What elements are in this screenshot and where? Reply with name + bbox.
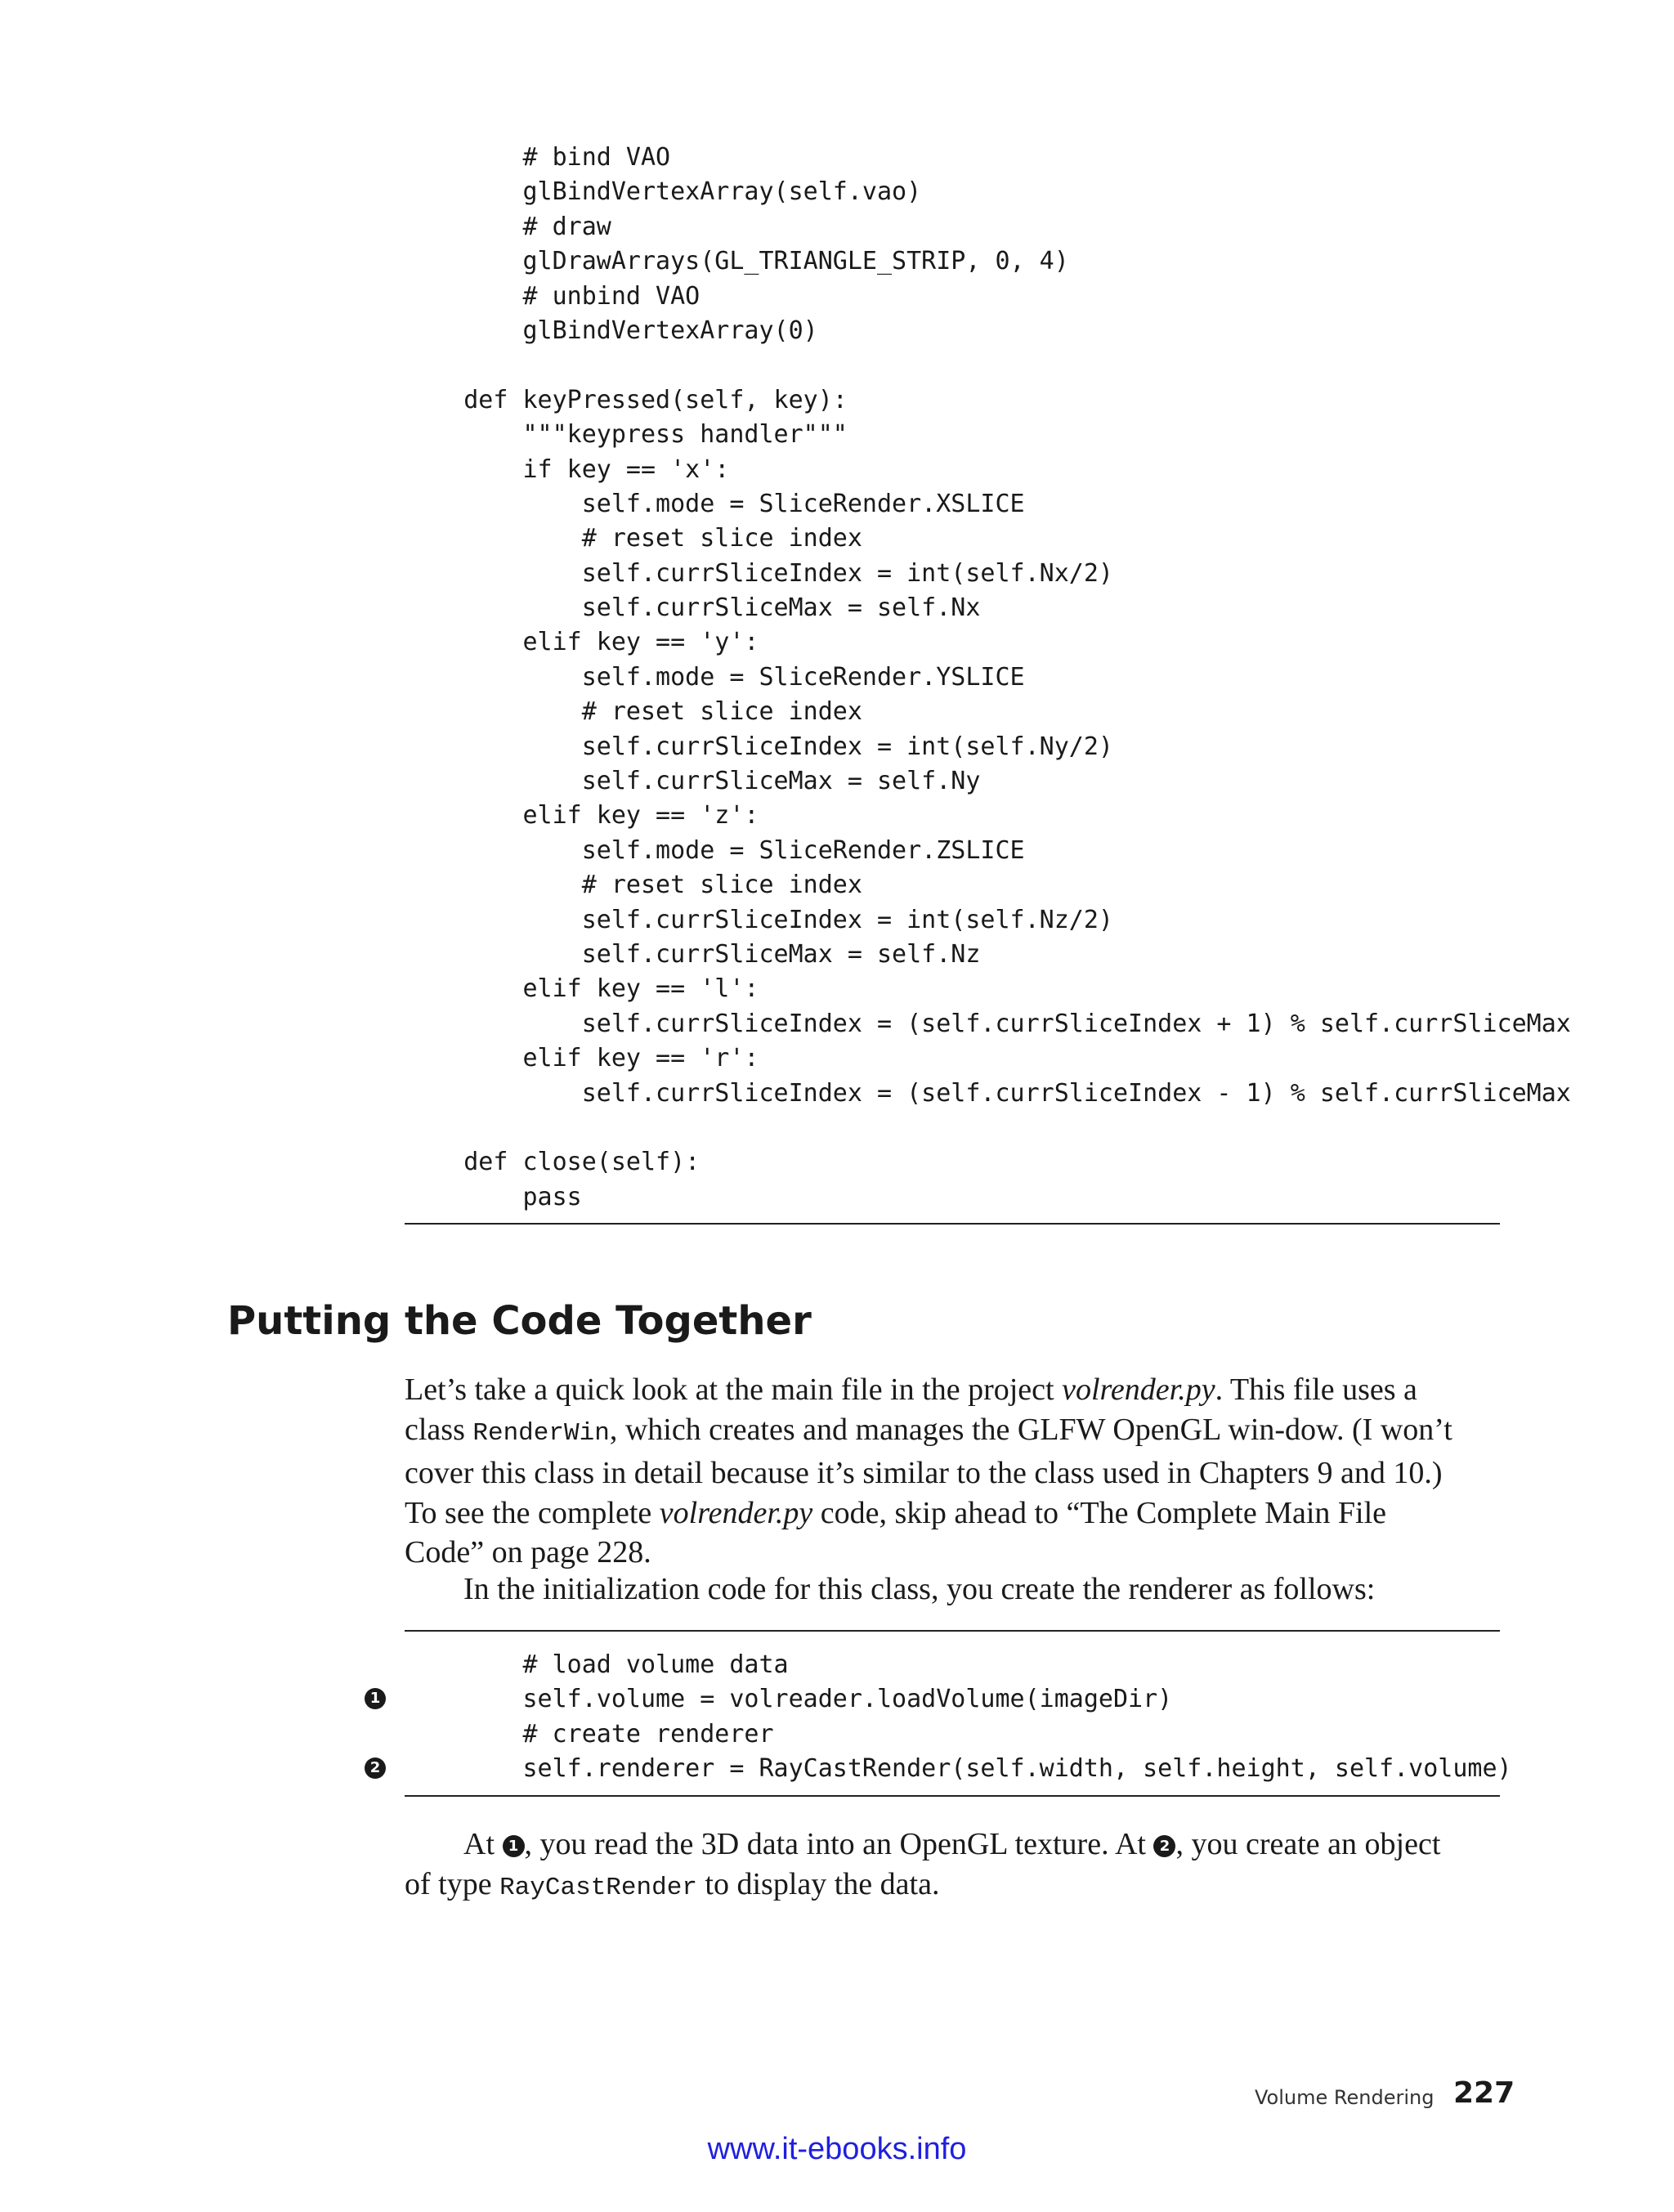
code-rule-top	[405, 1630, 1500, 1632]
code-line: elif key == 'z':	[405, 801, 759, 831]
code-line: # load volume data	[405, 1650, 789, 1679]
running-footer-section: Volume Rendering	[1255, 2086, 1435, 2109]
callout-marker-1: 1	[503, 1835, 525, 1857]
code-listing-top	[405, 141, 1571, 1215]
code-line: elif key == 'r':	[405, 1044, 759, 1073]
code-line: # unbind VAO	[405, 281, 700, 311]
code-line: self.mode = SliceRender.XSLICE	[405, 489, 1025, 518]
code-line: # reset slice index	[405, 871, 862, 900]
code-line: self.currSliceIndex = (self.currSliceIndex + 1) % self.currSliceMax	[405, 1009, 1571, 1038]
code-line	[405, 348, 1571, 383]
code-line: elif key == 'l':	[405, 974, 759, 1004]
text-run: to display the data.	[696, 1866, 940, 1901]
body-paragraph	[405, 1825, 1467, 1908]
inline-code: RayCastRender	[499, 1873, 697, 1902]
code-line: self.currSliceIndex = (self.currSliceIndex - 1) % self.currSliceMax	[405, 1078, 1571, 1108]
code-line: self.volume = volreader.loadVolume(imageDir)	[405, 1685, 1173, 1714]
body-paragraph: In the initialization code for this class, you create the renderer as follows:	[463, 1572, 1376, 1606]
body-paragraph	[405, 1370, 1467, 1573]
code-line: self.currSliceIndex = int(self.Nx/2)	[405, 558, 1113, 588]
inline-code: RenderWin	[472, 1418, 610, 1448]
code-line	[405, 1111, 1571, 1145]
code-line: glBindVertexArray(0)	[405, 316, 818, 345]
filename: volrender.py	[659, 1495, 813, 1530]
page-number: 227	[1453, 2076, 1515, 2110]
text-run: Let’s take a quick look at the main file in the project	[405, 1372, 1063, 1407]
callout-marker-2: 2	[365, 1758, 386, 1779]
code-line: self.currSliceIndex = int(self.Ny/2)	[405, 732, 1113, 761]
code-line: # draw	[405, 212, 611, 241]
code-line: """keypress handler"""	[405, 420, 848, 450]
text-run: , you create an object of type	[405, 1827, 1441, 1901]
code-line: glBindVertexArray(self.vao)	[405, 177, 922, 207]
code-line: self.mode = SliceRender.YSLICE	[405, 662, 1025, 692]
code-line: elif key == 'y':	[405, 628, 759, 657]
code-line: # reset slice index	[405, 524, 862, 553]
code-listing-init	[405, 1648, 1512, 1787]
source-url-link[interactable]: www.it-ebooks.info	[707, 2132, 967, 2166]
code-line: self.currSliceMax = self.Ny	[405, 767, 981, 796]
code-line: self.currSliceMax = self.Nz	[405, 939, 981, 969]
code-line: # create renderer	[405, 1719, 774, 1749]
code-line: self.mode = SliceRender.ZSLICE	[405, 835, 1025, 865]
code-line: glDrawArrays(GL_TRIANGLE_STRIP, 0, 4)	[405, 247, 1069, 276]
code-line: def close(self):	[405, 1148, 700, 1177]
text-run: . This file uses a class	[405, 1372, 1417, 1447]
section-heading: Putting the Code Together	[227, 1298, 812, 1344]
text-run: At	[463, 1827, 503, 1861]
text-run: code, skip ahead to “The Complete Main File Code” on page 228.	[405, 1495, 1387, 1569]
text-run: , you read the 3D data into an OpenGL texture. At	[524, 1827, 1154, 1861]
code-line: self.currSliceMax = self.Nx	[405, 593, 981, 623]
text-run: , which creates and manages the GLFW OpenGL win-dow. (I won’t cover this class in detail because it’s similar to the class used in Chapters 9 and 10.) To see the complete	[405, 1412, 1452, 1530]
code-line: if key == 'x':	[405, 454, 730, 484]
code-rule-bottom	[405, 1223, 1500, 1225]
callout-marker-2: 2	[1153, 1835, 1175, 1857]
code-line: self.currSliceIndex = int(self.Nz/2)	[405, 905, 1113, 934]
code-line: def keyPressed(self, key):	[405, 385, 848, 414]
code-line: # reset slice index	[405, 697, 862, 727]
filename: volrender.py	[1062, 1372, 1215, 1407]
code-rule-bottom	[405, 1795, 1500, 1797]
code-line: pass	[405, 1182, 582, 1211]
callout-marker-1: 1	[365, 1688, 386, 1709]
code-line: # bind VAO	[405, 143, 671, 172]
code-line: self.renderer = RayCastRender(self.width, self.height, self.volume)	[405, 1754, 1512, 1784]
